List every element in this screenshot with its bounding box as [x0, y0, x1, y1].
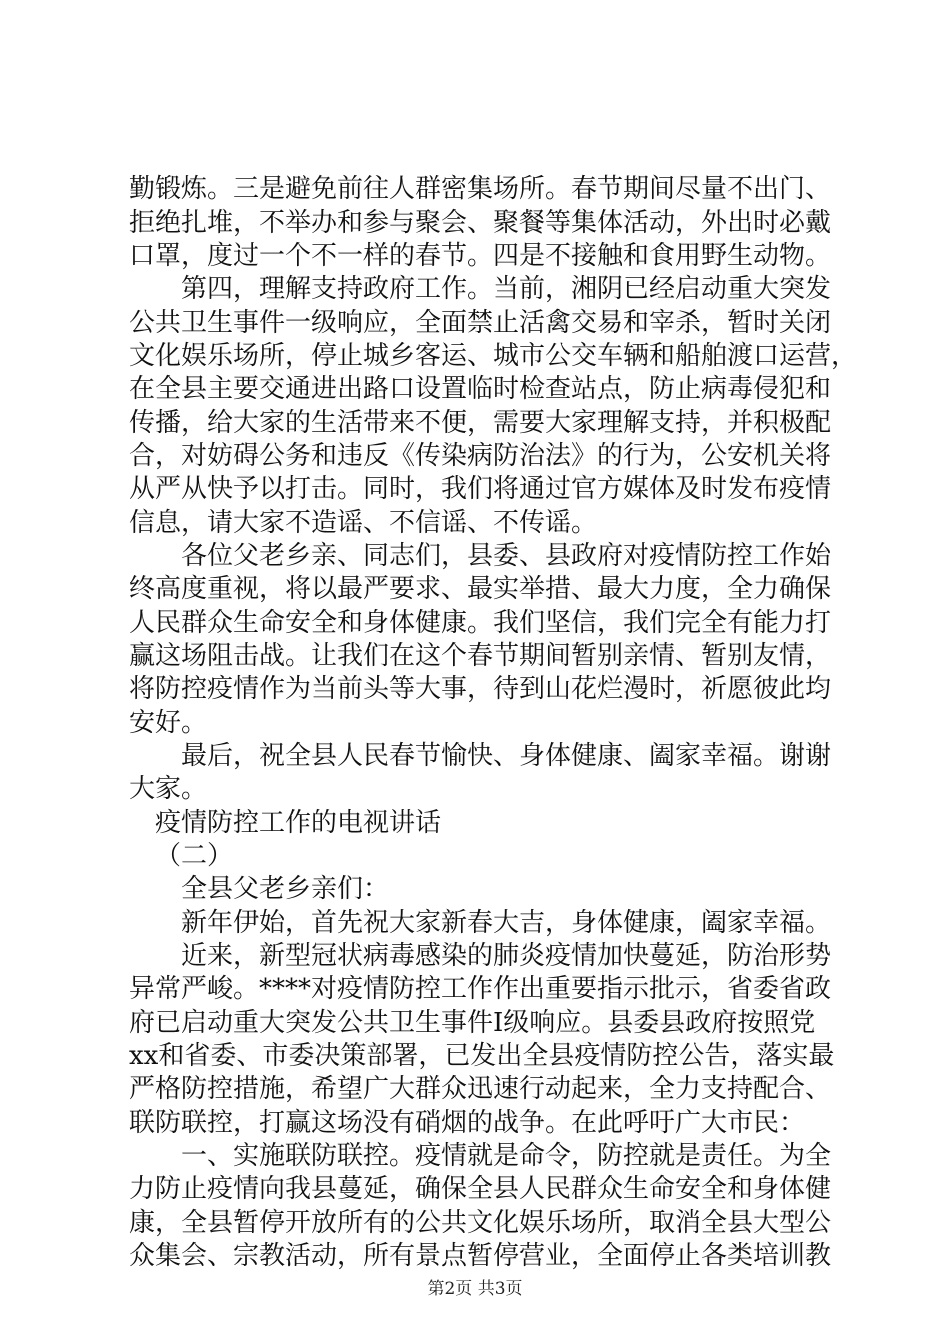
text-line: 将防控疫情作为当前头等大事，待到山花烂漫时，祈愿彼此均 [129, 674, 832, 704]
text-line: 一、实施联防联控。疫情就是命令，防控就是责任。为全 [181, 1141, 832, 1171]
text-line: 终高度重视，将以最严要求、最实举措、最大力度，全力确保 [129, 574, 832, 604]
text-line: 公共卫生事件一级响应，全面禁止活禽交易和宰杀，暂时关闭 [129, 308, 832, 338]
text-line: 第四，理解支持政府工作。当前，湘阴已经启动重大突发 [181, 274, 832, 304]
text-line: 从严从快予以打击。同时，我们将通过官方媒体及时发布疫情 [129, 474, 832, 504]
text-line: 拒绝扎堆，不举办和参与聚会、聚餐等集体活动，外出时必戴 [129, 208, 832, 238]
text-line: 府已启动重大突发公共卫生事件Ⅰ级响应。县委县政府按照党 [129, 1008, 816, 1038]
section-title: 疫情防控工作的电视讲话 [155, 808, 442, 838]
text-line: 联防联控，打赢这场没有硝烟的战争。在此呼吁广大市民： [129, 1108, 806, 1138]
text-line: 新年伊始，首先祝大家新春大吉，身体健康，阖家幸福。 [181, 908, 832, 938]
text-line: 众集会、宗教活动，所有景点暂停营业，全面停止各类培训教 [129, 1241, 832, 1271]
page-footer: 第2页 共3页 [427, 1279, 523, 1299]
text-line: 力防止疫情向我县蔓延，确保全县人民群众生命安全和身体健 [129, 1174, 832, 1204]
text-line: xx和省委、市委决策部署，已发出全县疫情防控公告，落实最 [129, 1041, 835, 1071]
text-line: 各位父老乡亲、同志们，县委、县政府对疫情防控工作始 [181, 541, 832, 571]
text-line: 安好。 [129, 708, 208, 738]
text-line: 严格防控措施，希望广大群众迅速行动起来，全力支持配合、 [129, 1074, 832, 1104]
text-line: 文化娱乐场所，停止城乡客运、城市公交车辆和船舶渡口运营， [129, 341, 858, 371]
text-line: 人民群众生命安全和身体健康。我们坚信，我们完全有能力打 [129, 608, 832, 638]
text-line: 在全县主要交通进出路口设置临时检查站点，防止病毒侵犯和 [129, 374, 832, 404]
salutation: 全县父老乡亲们： [181, 874, 390, 904]
text-line: 口罩，度过一个不一样的春节。四是不接触和食用野生动物。 [129, 241, 832, 271]
text-line: 康，全县暂停开放所有的公共文化娱乐场所，取消全县大型公 [129, 1208, 832, 1238]
text-line: 合，对妨碍公务和违反《传染病防治法》的行为，公安机关将 [129, 441, 832, 471]
text-line: 传播，给大家的生活带来不便，需要大家理解支持，并积极配 [129, 408, 832, 438]
text-line: 异常严峻。****对疫情防控工作作出重要指示批示，省委省政 [129, 974, 832, 1004]
text-line: 信息，请大家不造谣、不信谣、不传谣。 [129, 508, 598, 538]
text-line: 近来，新型冠状病毒感染的肺炎疫情加快蔓延，防治形势 [181, 941, 832, 971]
section-number: （二） [155, 841, 234, 871]
text-line: 大家。 [129, 774, 208, 804]
text-line: 最后，祝全县人民春节愉快、身体健康、阖家幸福。谢谢 [181, 741, 832, 771]
text-line: 赢这场阻击战。让我们在这个春节期间暂别亲情、暂别友情， [129, 641, 832, 671]
text-line: 勤锻炼。三是避免前往人群密集场所。春节期间尽量不出门、 [129, 174, 832, 204]
